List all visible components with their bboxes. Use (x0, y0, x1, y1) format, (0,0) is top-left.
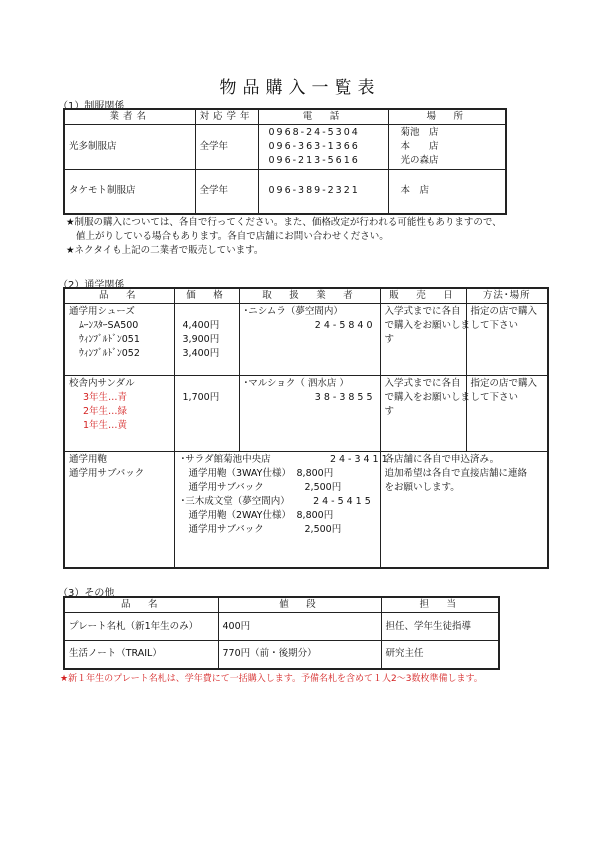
sale-text: す (384, 334, 395, 345)
vendor-phone: 24-5415 (313, 496, 374, 507)
col-place: 場 所 (388, 109, 506, 125)
vendor-name: 光多制服店 (64, 125, 195, 170)
col-grade: 対応学年 (195, 109, 258, 125)
place: 本 店 (388, 170, 506, 214)
sale-text: で購入をお願いしま (384, 320, 471, 331)
table-row (64, 304, 548, 376)
col-item: 品 名 (64, 597, 218, 613)
grade: 全学年 (195, 125, 258, 170)
place: 本 店 (400, 141, 439, 152)
price: 400円 (218, 613, 381, 641)
method-text: して下さい (470, 320, 519, 331)
other-items-table (63, 596, 500, 670)
item-sub: 2年生…緑 (83, 406, 128, 417)
vendor-name: タケモト制服店 (64, 170, 195, 214)
sub-price: 8,800円 (296, 468, 334, 479)
item-name: 通学用サブバック (69, 468, 145, 479)
item-name: 校舎内サンダル (69, 378, 135, 389)
note-2: 値上がりしている場合もあります。各自で店舗にお問い合わせください。 (76, 231, 389, 242)
price: 3,400円 (182, 348, 220, 359)
phone: 096-363-1366 (268, 141, 360, 152)
col-vendor: 業者名 (64, 109, 195, 125)
item-sub: 3年生…青 (83, 392, 128, 403)
phone: 0968-24-5304 (268, 127, 360, 138)
vendor-phone: 24-5840 (314, 320, 376, 331)
price: 770円（前・後期分） (218, 641, 381, 669)
staff: 担任、学年生徒指導 (381, 613, 499, 641)
vendor-name: ･三木成文堂（夢空間内） (180, 496, 290, 507)
price: 4,400円 (182, 320, 220, 331)
table-row (64, 641, 499, 669)
note-3: ★ネクタイも上記の二業者で販売しています。 (66, 245, 264, 256)
grade: 全学年 (195, 170, 258, 214)
col-price: 値 段 (218, 597, 381, 613)
item-sub: ﾑｰﾝｽﾀｰSA500 (79, 320, 139, 331)
nameplate-note: ★新１年生のプレート名札は、学年費にて一括購入します。予備名札を含めて１人2～3数枚準備します。 (60, 674, 483, 684)
sale-text: す (384, 406, 395, 417)
sub-item: 通学用鞄（3WAY仕様） (188, 468, 291, 479)
method-text: 指定の店で購入 (470, 378, 538, 389)
vendor-name: ･サラダ館菊池中央店 (180, 454, 271, 465)
table-row (64, 170, 506, 214)
vendor-name: ･ニシムラ（夢空間内） (243, 306, 343, 317)
price: 1,700円 (182, 392, 220, 403)
sub-price: 2,500円 (304, 524, 342, 535)
staff: 研究主任 (381, 641, 499, 669)
item-sub: ｳｨﾝﾌﾞﾙﾄﾞﾝ052 (79, 348, 140, 359)
sale-text: 入学式までに各自 (384, 306, 461, 317)
col-item: 品 名 (64, 288, 174, 304)
phone: 096-213-5616 (268, 155, 360, 166)
note-1: ★制服の購入については、各自で行ってください。また、価格改定が行われる可能性もありますので、 (66, 217, 502, 228)
col-phone: 電 話 (258, 109, 388, 125)
item-name: 生活ノート（TRAIL） (64, 641, 218, 669)
table-row (64, 613, 499, 641)
section-3-heading: （3）その他 (58, 588, 115, 599)
col-price: 価 格 (174, 288, 239, 304)
sub-item: 通学用サブバック (188, 482, 264, 493)
table-row (64, 125, 506, 170)
sub-item: 通学用鞄（2WAY仕様） (188, 510, 291, 521)
vendor-phone: 38-3855 (314, 392, 376, 403)
section-1-heading: （1）制服関係 (58, 101, 125, 112)
col-method: 方法･場所 (466, 288, 548, 304)
page-title: 物品購入一覧表 (219, 78, 381, 98)
price: 3,900円 (182, 334, 220, 345)
uniform-table (63, 108, 507, 215)
sale-text: 入学式までに各自 (384, 378, 461, 389)
sale-text: 追加希望は各自で直接店舗に連絡 (384, 468, 528, 479)
item-name: 通学用鞄 (69, 454, 108, 465)
school-items-table (63, 287, 549, 569)
col-vendor: 取 扱 業 者 (239, 288, 380, 304)
method-text: 指定の店で購入 (470, 306, 538, 317)
item-name: 通学用シューズ (69, 306, 135, 317)
col-staff: 担 当 (381, 597, 499, 613)
section-2-heading: （2）通学関係 (58, 280, 125, 291)
vendor-name: ･マルショク（ 泗水店 ） (243, 378, 349, 389)
table-row (64, 452, 548, 568)
sale-text: 各店舗に各自で申込済み。 (384, 454, 500, 465)
col-sale-date: 販 売 日 (380, 288, 466, 304)
sale-text: で購入をお願いしま (384, 392, 471, 403)
item-name: プレート名札（新1年生のみ） (64, 613, 218, 641)
method-text: して下さい (470, 392, 519, 403)
phone: 096-389-2321 (258, 170, 388, 214)
place: 光の森店 (400, 155, 439, 166)
sub-price: 2,500円 (304, 482, 342, 493)
sub-item: 通学用サブバック (188, 524, 264, 535)
item-sub: ｳｨﾝﾌﾞﾙﾄﾞﾝ051 (79, 334, 140, 345)
place: 菊池 店 (400, 127, 439, 138)
item-sub: 1年生…黄 (83, 420, 128, 431)
sub-price: 8,800円 (296, 510, 334, 521)
table-row (64, 376, 548, 452)
sale-text: をお願いします。 (384, 482, 460, 493)
vendor-phone: 24-3411 (329, 454, 391, 465)
